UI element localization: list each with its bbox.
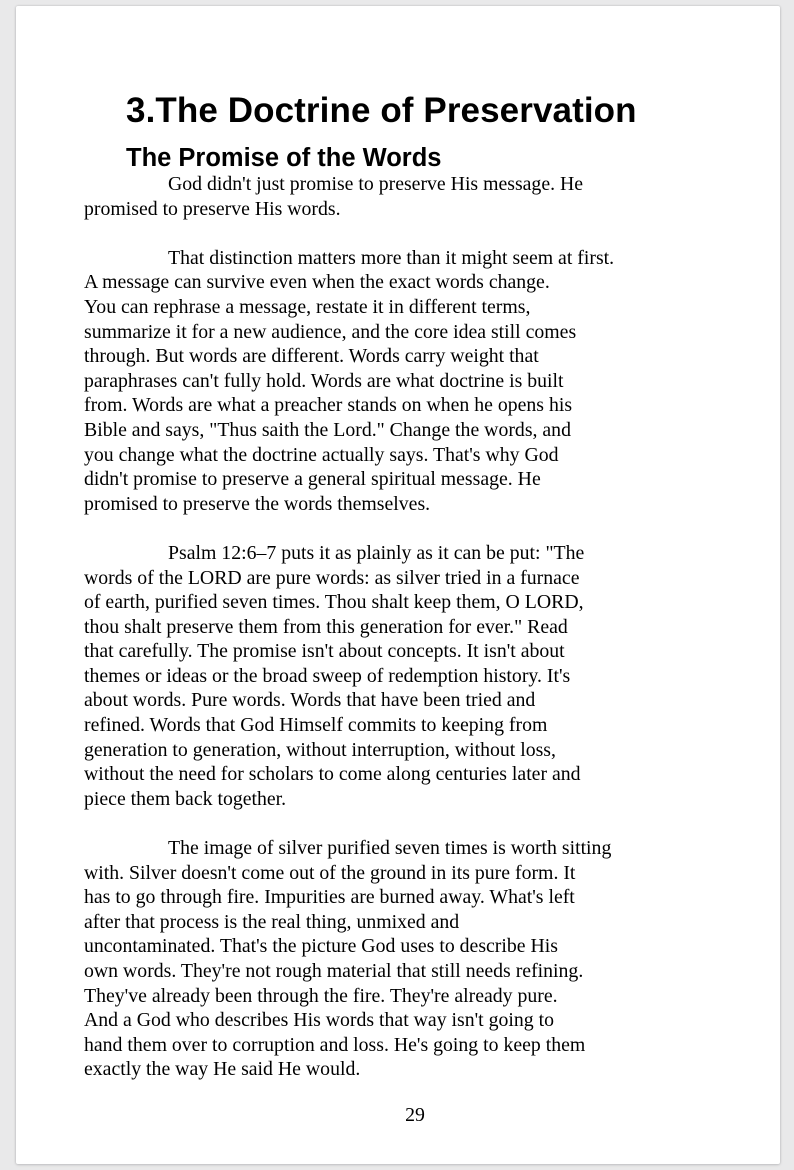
text-line: Psalm 12:6–7 puts it as plainly as it can be put: "The	[168, 541, 585, 564]
text-line: themes or ideas or the broad sweep of redemption history. It's	[84, 664, 571, 687]
text-line: of earth, purified seven times. Thou shalt keep them, O LORD,	[84, 591, 584, 614]
text-line: promised to preserve the words themselves.	[84, 492, 431, 515]
text-line: with. Silver doesn't come out of the ground in its pure form. It	[84, 861, 576, 884]
paragraph	[84, 246, 686, 517]
paragraph	[84, 172, 686, 221]
text-line: words of the LORD are pure words: as silver tried in a furnace	[84, 566, 580, 589]
text-line: promised to preserve His words.	[84, 197, 341, 220]
text-line: about words. Pure words. Words that have been tried and	[84, 689, 536, 712]
text-line: piece them back together.	[84, 787, 287, 810]
text-line: hand them over to corruption and loss. He's going to keep them	[84, 1033, 586, 1056]
text-line: after that process is the real thing, unmixed and	[84, 910, 460, 933]
page-content	[84, 88, 686, 1082]
page-number: 29	[405, 1104, 425, 1126]
text-line: That distinction matters more than it might seem at first.	[168, 246, 615, 269]
paragraph	[84, 836, 686, 1082]
text-line: Bible and says, "Thus saith the Lord." Change the words, and	[84, 418, 571, 441]
text-line: has to go through fire. Impurities are burned away. What's left	[84, 886, 575, 909]
paragraph	[84, 541, 686, 812]
text-line: God didn't just promise to preserve His message. He	[168, 173, 584, 195]
text-line: didn't promise to preserve a general spiritual message. He	[84, 468, 541, 491]
text-line: thou shalt preserve them from this generation for ever." Read	[84, 615, 568, 638]
text-line: without the need for scholars to come along centuries later and	[84, 763, 581, 786]
text-line: paraphrases can't fully hold. Words are what doctrine is built	[84, 369, 564, 392]
text-line: And a God who describes His words that way isn't going to	[84, 1009, 555, 1032]
text-line: generation to generation, without interruption, without loss,	[84, 738, 556, 761]
text-line: The image of silver purified seven times is worth sitting	[168, 837, 612, 860]
text-line: A message can survive even when the exact words change.	[84, 271, 550, 294]
text-line: exactly the way He said He would.	[84, 1058, 361, 1081]
body-text	[84, 172, 686, 1082]
chapter-title: 3.The Doctrine of Preservation	[126, 91, 637, 130]
text-line: that carefully. The promise isn't about concepts. It isn't about	[84, 640, 565, 663]
text-line: refined. Words that God Himself commits to keeping from	[84, 714, 548, 737]
text-line: through. But words are different. Words carry weight that	[84, 345, 539, 368]
text-line: from. Words are what a preacher stands on when he opens his	[84, 394, 573, 417]
text-line: uncontaminated. That's the picture God uses to describe His	[84, 935, 558, 958]
text-line: They've already been through the fire. They're already pure.	[84, 984, 558, 1007]
section-title: The Promise of the Words	[126, 144, 442, 172]
text-line: You can rephrase a message, restate it in different terms,	[84, 295, 531, 318]
text-line: summarize it for a new audience, and the core idea still comes	[84, 320, 577, 343]
text-line: you change what the doctrine actually says. That's why God	[84, 443, 559, 466]
text-line: own words. They're not rough material that still needs refining.	[84, 960, 584, 982]
